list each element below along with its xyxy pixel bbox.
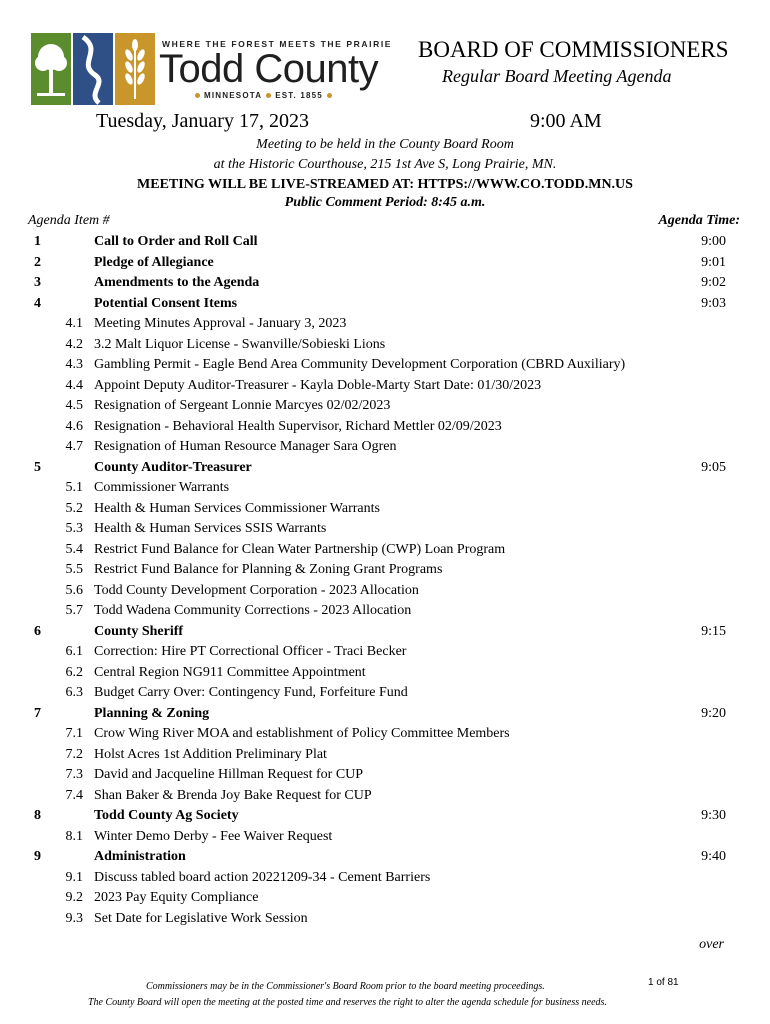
agenda-item-title: Todd County Development Corporation - 2023 Allocation — [94, 582, 419, 598]
agenda-subitem-row — [0, 601, 770, 622]
agenda-item-number: 6 — [34, 623, 41, 639]
wheat-icon — [115, 33, 155, 105]
agenda-item-number: 4.1 — [65, 316, 83, 331]
agenda-item-number: 9 — [34, 849, 41, 864]
agenda-item-title: Amendments to the Agenda — [94, 275, 260, 290]
agenda-item-title: Commissioner Warrants — [94, 480, 230, 495]
agenda-subitem-row — [0, 499, 770, 520]
agenda-item-time: 9:40 — [701, 849, 726, 864]
agenda-subitem-row — [0, 724, 770, 745]
public-comment-period: Public Comment Period: 8:45 a.m. — [284, 195, 486, 210]
board-title: BOARD OF COMMISSIONERS — [418, 37, 729, 62]
logo-tagline: WHERE THE FOREST MEETS THE PRAIRIE — [162, 39, 393, 49]
agenda-item-title: Call to Order and Roll Call — [94, 234, 258, 249]
agenda-item-title: Health & Human Services SSIS Warrants — [94, 521, 327, 536]
agenda-item-title: Discuss tabled board action 20221209-34 - Cement Barriers — [94, 869, 431, 885]
footer-note-1: Commissioners may be in the Commissioner's Board Room prior to the board meeting proceedings. — [146, 981, 545, 992]
agenda-subitem-row — [0, 683, 770, 704]
agenda-item-title: Todd Wadena Community Corrections - 2023 Allocation — [94, 603, 412, 618]
agenda-item-time: 9:03 — [701, 295, 726, 311]
agenda-section-row — [0, 458, 770, 479]
livestream-notice: MEETING WILL BE LIVE-STREAMED AT: HTTPS://WWW.CO.TODD.MN.US — [137, 177, 633, 192]
location-line-1: Meeting to be held in the County Board Room — [256, 137, 514, 152]
agenda-item-title: Resignation of Human Resource Manager Sara Ogren — [94, 439, 397, 454]
agenda-item-number: 4.3 — [65, 357, 83, 372]
agenda-item-title: Administration — [94, 849, 186, 864]
agenda-item-title: Resignation of Sergeant Lonnie Marcyes 02/02/2023 — [94, 398, 391, 413]
dot-icon — [266, 93, 271, 98]
agenda-item-number: 9.2 — [65, 890, 83, 905]
agenda-subitem-row — [0, 355, 770, 376]
agenda-item-title: Central Region NG911 Committee Appointment — [94, 664, 366, 680]
agenda-item-number: 7.1 — [65, 726, 83, 741]
todd-county-logo — [31, 33, 391, 105]
agenda-item-title: David and Jacqueline Hillman Request for CUP — [94, 767, 364, 782]
agenda-item-number: 6.3 — [65, 685, 83, 700]
agenda-item-title: Planning & Zoning — [94, 705, 210, 721]
agenda-item-number: 4.5 — [65, 398, 83, 413]
agenda-section-row — [0, 704, 770, 725]
agenda-subitem-row — [0, 888, 770, 909]
agenda-section-row — [0, 806, 770, 827]
agenda-item-title: Correction: Hire PT Correctional Officer - Traci Becker — [94, 644, 407, 659]
dot-icon — [327, 93, 332, 98]
agenda-subitem-row — [0, 519, 770, 540]
agenda-item-number: 8 — [34, 808, 41, 823]
agenda-item-number: 4.6 — [65, 418, 83, 434]
logo-state: MINNESOTA — [204, 91, 263, 100]
board-subtitle: Regular Board Meeting Agenda — [442, 66, 672, 86]
agenda-item-number: 4 — [34, 295, 41, 311]
agenda-item-number: 5.3 — [65, 521, 83, 536]
agenda-item-title: Gambling Permit - Eagle Bend Area Community Development Corporation (CBRD Auxiliary) — [94, 357, 626, 372]
agenda-item-number: 2 — [34, 254, 41, 270]
agenda-subitem-row — [0, 868, 770, 889]
agenda-item-number: 6.1 — [65, 644, 83, 659]
agenda-subitem-row — [0, 437, 770, 458]
agenda-item-title: 3.2 Malt Liquor License - Swanville/Sobieski Lions — [94, 336, 386, 352]
agenda-subitem-row — [0, 478, 770, 499]
agenda-item-title: Shan Baker & Brenda Joy Bake Request for CUP — [94, 787, 372, 803]
agenda-subitem-row — [0, 560, 770, 581]
agenda-item-title: County Auditor-Treasurer — [94, 459, 252, 475]
agenda-item-time: 9:00 — [701, 234, 726, 249]
agenda-subitem-row — [0, 745, 770, 766]
agenda-subitem-row — [0, 765, 770, 786]
location-line-2: at the Historic Courthouse, 215 1st Ave S, Long Prairie, MN. — [213, 157, 557, 172]
agenda-item-title: Set Date for Legislative Work Session — [94, 910, 308, 926]
agenda-subitem-row — [0, 396, 770, 417]
agenda-subitem-row — [0, 540, 770, 561]
agenda-item-time: 9:02 — [701, 275, 726, 290]
agenda-subitem-row — [0, 581, 770, 602]
agenda-item-number: 4.2 — [65, 336, 83, 352]
agenda-item-time: 9:05 — [701, 459, 726, 475]
agenda-subitem-row — [0, 663, 770, 684]
agenda-item-number: 5.1 — [65, 480, 83, 495]
agenda-subitem-row — [0, 642, 770, 663]
agenda-item-number: 1 — [34, 234, 41, 249]
river-icon — [73, 33, 113, 105]
logo-subline — [191, 91, 336, 100]
agenda-subitem-row — [0, 376, 770, 397]
logo-established: EST. 1855 — [275, 91, 323, 100]
agenda-item-time: 9:15 — [701, 623, 726, 639]
over-label: over — [699, 937, 724, 952]
agenda-list — [0, 232, 770, 929]
agenda-item-number: 8.1 — [65, 828, 83, 844]
agenda-section-row — [0, 273, 770, 294]
agenda-section-row — [0, 622, 770, 643]
agenda-item-number: 7.4 — [65, 787, 83, 803]
agenda-item-number: 6.2 — [65, 664, 83, 680]
agenda-item-number: 9.1 — [65, 869, 83, 885]
agenda-item-title: Winter Demo Derby - Fee Waiver Request — [94, 828, 333, 844]
agenda-item-time: 9:01 — [701, 254, 726, 270]
agenda-time-header: Agenda Time: — [658, 213, 740, 228]
agenda-item-number: 5.4 — [65, 541, 83, 557]
agenda-item-title: Resignation - Behavioral Health Supervisor, Richard Mettler 02/09/2023 — [94, 418, 502, 434]
agenda-item-number: 3 — [34, 275, 41, 290]
agenda-subitem-row — [0, 417, 770, 438]
agenda-item-number: 7.3 — [65, 767, 83, 782]
agenda-item-number: 5.7 — [65, 603, 83, 618]
agenda-item-title: Restrict Fund Balance for Clean Water Partnership (CWP) Loan Program — [94, 541, 506, 557]
agenda-section-row — [0, 232, 770, 253]
agenda-item-title: Holst Acres 1st Addition Preliminary Plat — [94, 746, 327, 762]
agenda-item-number: 4.7 — [65, 439, 83, 454]
footer-note-2: The County Board will open the meeting at the posted time and reserves the right to alter the agenda schedule for business needs. — [88, 997, 607, 1008]
agenda-subitem-row — [0, 909, 770, 930]
agenda-item-number: 5.2 — [65, 500, 83, 516]
agenda-section-row — [0, 253, 770, 274]
agenda-item-time: 9:30 — [701, 808, 726, 823]
agenda-item-number: 7.2 — [65, 746, 83, 762]
agenda-item-number: 4.4 — [65, 377, 83, 393]
agenda-subitem-row — [0, 314, 770, 335]
agenda-item-title: County Sheriff — [94, 623, 184, 639]
agenda-item-title: Restrict Fund Balance for Planning & Zoning Grant Programs — [94, 562, 443, 577]
agenda-item-number: 5 — [34, 459, 41, 475]
agenda-item-title: 2023 Pay Equity Compliance — [94, 890, 259, 905]
page-number: 1 of 81 — [648, 977, 679, 988]
agenda-subitem-row — [0, 335, 770, 356]
tree-icon — [31, 33, 71, 105]
agenda-item-title: Health & Human Services Commissioner Warrants — [94, 500, 380, 516]
agenda-item-number: 5.6 — [65, 582, 83, 598]
dot-icon — [195, 93, 200, 98]
agenda-item-number: 7 — [34, 705, 41, 721]
agenda-item-time: 9:20 — [701, 705, 726, 721]
agenda-section-row — [0, 847, 770, 868]
agenda-item-title: Pledge of Allegiance — [94, 254, 214, 270]
agenda-item-title: Todd County Ag Society — [94, 808, 239, 823]
agenda-item-title: Potential Consent Items — [94, 295, 238, 311]
agenda-item-title: Meeting Minutes Approval - January 3, 2023 — [94, 316, 347, 331]
agenda-item-header: Agenda Item # — [28, 213, 110, 228]
meeting-date: Tuesday, January 17, 2023 — [96, 110, 309, 132]
agenda-item-title: Appoint Deputy Auditor-Treasurer - Kayla Doble-Marty Start Date: 01/30/2023 — [94, 377, 542, 393]
meeting-time: 9:00 AM — [530, 110, 602, 132]
agenda-subitem-row — [0, 786, 770, 807]
agenda-subitem-row — [0, 827, 770, 848]
logo-name: Todd County — [159, 47, 379, 91]
agenda-item-number: 9.3 — [65, 910, 83, 926]
agenda-item-title: Crow Wing River MOA and establishment of Policy Committee Members — [94, 726, 510, 741]
agenda-section-row — [0, 294, 770, 315]
agenda-item-number: 5.5 — [65, 562, 83, 577]
agenda-item-title: Budget Carry Over: Contingency Fund, Forfeiture Fund — [94, 685, 408, 700]
